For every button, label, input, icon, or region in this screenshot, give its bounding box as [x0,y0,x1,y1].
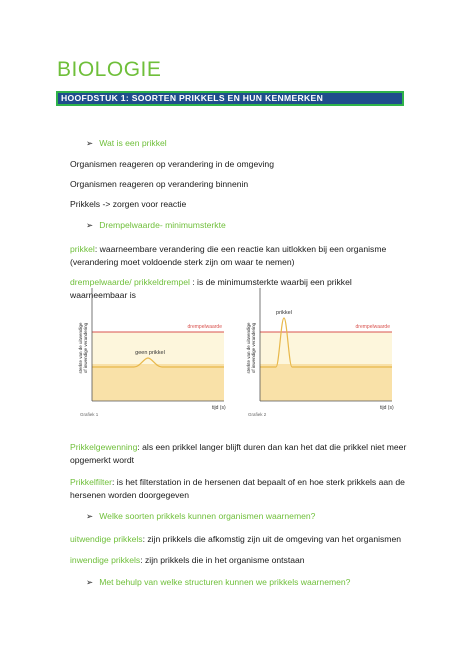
x-axis-label: tijd (s) [380,405,394,411]
question-structures: ➢ Met behulp van welke structuren kunnen we prikkels waarnemen? [86,577,351,587]
zone-low [260,364,392,401]
graph-2 [240,288,396,418]
paragraph-2: Organismen reageren op verandering binnenin [70,179,249,189]
question-what-is-stimulus: ➢ Wat is een prikkel [86,138,167,148]
definition-gewenning-cont: opgemerkt wordt [70,455,135,465]
definition-inwendig: inwendige prikkels: zijn prikkels die in het organisme ontstaan [70,555,305,565]
threshold-label: drempelwaarde [187,324,222,330]
definition-filter-cont: hersenen worden doorgegeven [70,490,189,500]
arrow-bullet-icon: ➢ [86,577,94,587]
question-stimulus-types: ➢ Welke soorten prikkels kunnen organismen waarnemen? [86,511,316,521]
peak-label: geen prikkel [135,350,165,356]
page-title: BIOLOGIE [57,58,162,81]
y-axis-label-2: of inwendige verandering [251,322,256,374]
definition-uitwendig: uitwendige prikkels: zijn prikkels die afkomstig zijn uit de omgeving van het organismen [70,534,402,544]
arrow-bullet-icon: ➢ [86,138,94,148]
zone-high [92,332,224,364]
definition-gewenning: Prikkelgewenning: als een prikkel langer blijft duren dan kan het dat die prikkel niet meer [70,442,407,452]
arrow-bullet-icon: ➢ [86,220,94,230]
arrow-bullet-icon: ➢ [86,511,94,521]
y-axis-label-2: of inwendige verandering [83,322,88,374]
caption: Grafiek 2 [248,412,267,417]
paragraph-3: Prikkels -> zorgen voor reactie [70,199,187,209]
definition-prikkel: prikkel: waarneembare verandering die een reactie kan uitlokken bij een organisme [70,244,387,254]
chapter-heading: HOOFDSTUK 1: SOORTEN PRIKKELS EN HUN KENMERKEN [56,91,404,106]
definition-prikkel-cont: (verandering moet voldoende sterk zijn om waar te nemen) [70,257,295,267]
x-axis-label: tijd (s) [212,405,226,411]
zone-low [92,364,224,401]
y-axis-label-1: sterkte van de uitwendige [78,322,83,374]
caption: Grafiek 1 [80,412,99,417]
definition-drempel-cont: waarneembaar is [70,290,136,300]
y-axis-label-1: sterkte van de uitwendige [246,322,251,374]
peak-label: prikkel [276,310,292,316]
paragraph-1: Organismen reageren op verandering in de omgeving [70,159,274,169]
graph-2-svg [240,288,396,418]
definition-filter: Prikkelfilter: is het filterstation in de hersenen dat bepaalt of en hoe sterk prikkels aan de [70,477,405,487]
graph-1 [72,288,228,418]
definition-drempel: drempelwaarde/ prikkeldrempel : is de minimumsterkte waarbij een prikkel [70,277,352,287]
graph-1-svg [72,288,228,418]
question-threshold: ➢ Drempelwaarde- minimumsterkte [86,220,226,230]
threshold-label: drempelwaarde [355,324,390,330]
